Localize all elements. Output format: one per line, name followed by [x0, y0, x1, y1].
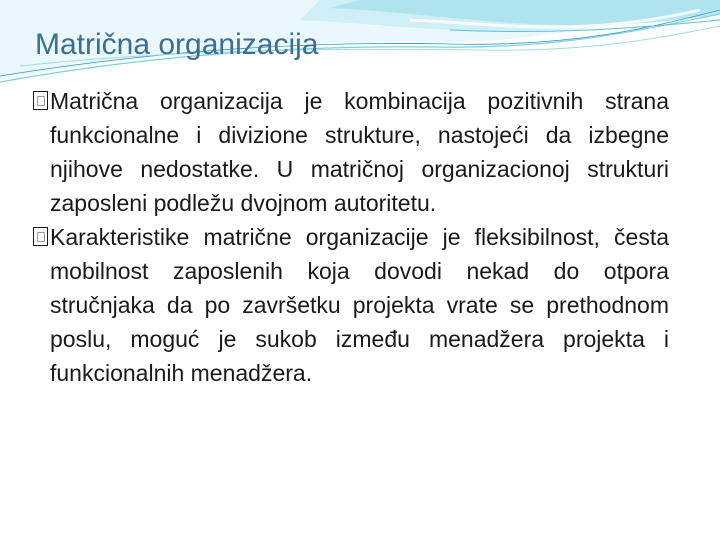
- slide-title: Matrična organizacija: [35, 28, 319, 61]
- bullet-icon: [33, 227, 48, 246]
- paragraph-1: [33, 84, 669, 220]
- paragraph-2: [33, 220, 669, 390]
- paragraph-2-text: Karakteristike matrične organizacije je fleksibilnost, česta mobilnost zaposlenih koja dovodi nekad do otpora stručnjaka da po završetku projekta vrate se prethodnom poslu, moguć je sukob između menadžera projekta i funkcionalnih menadžera.: [50, 224, 669, 386]
- paragraph-1-text: Matrična organizacija je kombinacija pozitivnih strana funkcionalne i divizione strukture, nastojeći da izbegne njihove nedostatke. U matričnoj organizacionoj strukturi zaposleni podležu dvojnom autoritetu.: [50, 88, 669, 216]
- bullet-icon: [33, 91, 48, 110]
- slide-body: [33, 84, 669, 390]
